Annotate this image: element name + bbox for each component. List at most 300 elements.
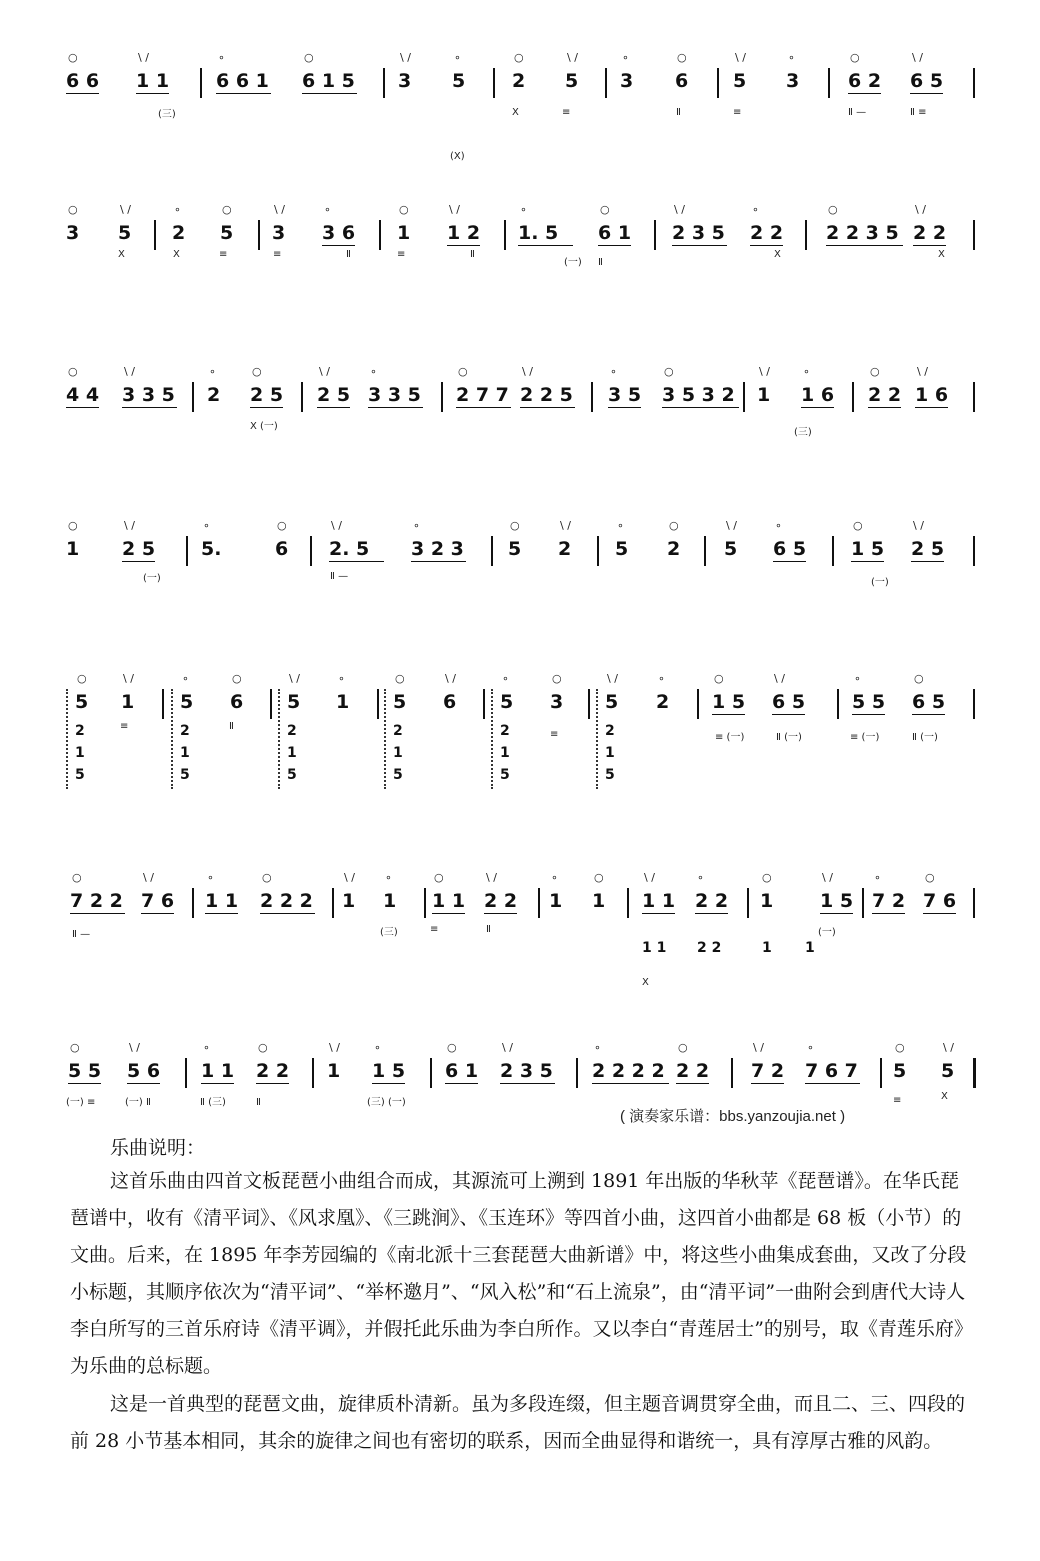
jianpu-note: 6 5 <box>910 70 944 92</box>
duration-underline <box>772 714 805 715</box>
chord-note: 2 <box>393 723 403 739</box>
fingering-mark: \ / <box>644 871 655 884</box>
arpeggio-wave <box>66 689 72 789</box>
barline <box>332 888 334 918</box>
fingering-mark: ∘ <box>803 365 810 378</box>
fingering-mark: ○ <box>72 871 82 884</box>
duration-underline <box>456 407 511 408</box>
fingering-mark: ○ <box>914 672 924 685</box>
fingering-mark: ○ <box>850 51 860 64</box>
duration-underline <box>750 245 783 246</box>
arpeggio-wave <box>596 689 602 789</box>
string-mark: ≡ (一) <box>850 732 880 743</box>
duration-underline <box>608 407 641 408</box>
fingering-mark: \ / <box>822 871 833 884</box>
duration-underline <box>432 913 465 914</box>
jianpu-note: 6 5 <box>773 538 807 560</box>
duration-underline <box>676 1083 709 1084</box>
fingering-mark: ○ <box>594 871 604 884</box>
string-mark: Ⅱ <box>676 107 681 118</box>
barline <box>880 1058 882 1088</box>
fingering-mark: ∘ <box>594 1041 601 1054</box>
barline <box>154 220 156 250</box>
duration-underline <box>447 245 480 246</box>
duration-underline <box>322 245 355 246</box>
fingering-mark: \ / <box>319 365 330 378</box>
barline <box>597 536 599 566</box>
jianpu-note: 2 2 2 2 <box>592 1060 665 1082</box>
string-mark: ≡ <box>120 721 129 732</box>
duration-underline <box>911 561 944 562</box>
duration-underline <box>598 245 631 246</box>
fingering-mark: \ / <box>774 672 785 685</box>
duration-underline <box>205 913 238 914</box>
fingering-mark: ∘ <box>622 51 629 64</box>
barline <box>862 888 864 918</box>
string-mark: ≡ <box>550 729 559 740</box>
fingering-mark: ○ <box>925 871 935 884</box>
source-credit: ( 演奏家乐谱：bbs.yanzoujia.net ) <box>620 1108 846 1125</box>
fingering-mark: ∘ <box>182 672 189 685</box>
chord-note: 5 <box>287 767 297 783</box>
duration-underline <box>852 714 885 715</box>
duration-underline <box>672 245 727 246</box>
fingering-mark: ○ <box>895 1041 905 1054</box>
duration-underline <box>872 913 905 914</box>
fingering-mark: ∘ <box>752 203 759 216</box>
duration-underline <box>848 93 881 94</box>
barline <box>717 68 719 98</box>
chord-note: 1 <box>500 745 510 761</box>
duration-underline <box>923 913 956 914</box>
chord-note: 2 <box>605 723 615 739</box>
jianpu-note: 3 <box>550 691 564 713</box>
barline <box>377 689 379 719</box>
duration-underline <box>122 407 177 408</box>
arpeggio-wave <box>384 689 390 789</box>
jianpu-note: 6 2 <box>848 70 882 92</box>
fingering-mark: ∘ <box>370 365 377 378</box>
string-mark: (一) <box>143 573 161 584</box>
chord-note: 2 <box>500 723 510 739</box>
fingering-mark: ○ <box>853 519 863 532</box>
fingering-mark: ∘ <box>209 365 216 378</box>
jianpu-note: 2. 5 <box>329 538 370 560</box>
duration-underline <box>216 93 271 94</box>
jianpu-note: 3 <box>620 70 634 92</box>
fingering-mark: ○ <box>762 871 772 884</box>
jianpu-note: 5 <box>615 538 629 560</box>
string-mark: X <box>118 249 125 260</box>
jianpu-note: 2 2 <box>256 1060 290 1082</box>
jianpu-note: 2 7 7 <box>456 384 509 406</box>
jianpu-note: 1 <box>342 890 356 912</box>
jianpu-note: 7 2 <box>872 890 906 912</box>
duration-underline <box>141 913 174 914</box>
string-mark: Ⅱ — <box>330 571 349 582</box>
string-mark: (一) <box>871 577 889 588</box>
fingering-mark: ○ <box>70 1041 80 1054</box>
jianpu-note: 2 <box>172 222 186 244</box>
jianpu-note: 2 3 5 <box>500 1060 553 1082</box>
jianpu-note: 1 <box>383 890 397 912</box>
duration-underline <box>484 913 517 914</box>
fingering-mark: ○ <box>669 519 679 532</box>
string-mark: (一) ≡ <box>66 1097 96 1108</box>
lower-note: 1 <box>762 940 772 956</box>
jianpu-note: 6 <box>443 691 457 713</box>
barline <box>828 68 830 98</box>
fingering-mark: ○ <box>77 672 87 685</box>
jianpu-note: 3 5 3 2 <box>662 384 735 406</box>
string-mark: Ⅱ <box>486 924 491 935</box>
fingering-mark: ∘ <box>520 203 527 216</box>
string-mark: Ⅱ <box>346 249 351 260</box>
duration-underline <box>662 407 739 408</box>
fingering-mark: \ / <box>331 519 342 532</box>
jianpu-note: 1 6 <box>915 384 949 406</box>
fingering-mark: ∘ <box>788 51 795 64</box>
barline <box>301 382 303 412</box>
jianpu-note: 5 <box>724 538 738 560</box>
chord-note: 5 <box>393 767 403 783</box>
duration-underline <box>592 1083 669 1084</box>
jianpu-note: 5 5 <box>852 691 886 713</box>
duration-underline <box>751 1083 784 1084</box>
explanation-heading: 乐曲说明： <box>110 1137 206 1159</box>
barline <box>576 1058 578 1088</box>
barline <box>310 536 312 566</box>
barline <box>504 220 506 250</box>
string-mark: Ⅱ ≡ <box>910 107 927 118</box>
jianpu-note: 1 <box>397 222 411 244</box>
duration-underline <box>913 245 946 246</box>
duration-underline <box>851 561 884 562</box>
string-mark: X (一) <box>250 421 278 432</box>
string-mark: X <box>642 977 649 988</box>
duration-underline <box>260 913 315 914</box>
barline <box>973 68 975 98</box>
jianpu-note: 7 6 7 <box>805 1060 858 1082</box>
jianpu-note: 1 <box>336 691 350 713</box>
fingering-mark: \ / <box>344 871 355 884</box>
jianpu-note: 2 5 <box>911 538 945 560</box>
jianpu-note: 1. 5 <box>518 222 559 244</box>
jianpu-note: 4 4 <box>66 384 100 406</box>
jianpu-note: 1 <box>592 890 606 912</box>
fingering-mark: ○ <box>399 203 409 216</box>
fingering-mark: ∘ <box>385 871 392 884</box>
fingering-mark: ∘ <box>218 51 225 64</box>
duration-underline <box>368 407 423 408</box>
fingering-mark: ○ <box>68 51 78 64</box>
duration-underline <box>66 407 99 408</box>
jianpu-note: 7 2 <box>751 1060 785 1082</box>
fingering-mark: ○ <box>304 51 314 64</box>
jianpu-note: 2 <box>656 691 670 713</box>
fingering-mark: ∘ <box>174 203 181 216</box>
fingering-mark: ○ <box>252 365 262 378</box>
jianpu-note: 5 <box>941 1060 955 1082</box>
arpeggio-wave <box>278 689 284 789</box>
duration-underline <box>250 407 283 408</box>
chord-note: 5 <box>180 767 190 783</box>
fingering-mark: ○ <box>677 51 687 64</box>
duration-underline <box>805 1083 860 1084</box>
string-mark: Ⅱ — <box>72 929 91 940</box>
jianpu-note: 5 <box>75 691 89 713</box>
chord-note: 5 <box>75 767 85 783</box>
barline <box>747 888 749 918</box>
jianpu-note: 1 5 <box>712 691 746 713</box>
chord-note: 1 <box>287 745 297 761</box>
jianpu-note: 3 2 3 <box>411 538 464 560</box>
jianpu-note: 2 2 <box>695 890 729 912</box>
jianpu-note: 1 <box>760 890 774 912</box>
fingering-mark: \ / <box>124 519 135 532</box>
barline <box>591 382 593 412</box>
jianpu-note: 2 5 <box>250 384 284 406</box>
fingering-mark: ∘ <box>551 871 558 884</box>
jianpu-note: 1 <box>327 1060 341 1082</box>
jianpu-note: 5 <box>893 1060 907 1082</box>
jianpu-note: 1 5 <box>820 890 854 912</box>
jianpu-note: 7 6 <box>923 890 957 912</box>
jianpu-note: 1 <box>121 691 135 713</box>
jianpu-note: 2 <box>512 70 526 92</box>
string-mark: ≡ <box>430 924 439 935</box>
barline <box>731 1058 733 1088</box>
fingering-mark: ∘ <box>374 1041 381 1054</box>
fingering-mark: ∘ <box>324 203 331 216</box>
fingering-mark: \ / <box>753 1041 764 1054</box>
duration-underline <box>912 714 945 715</box>
fingering-mark: \ / <box>400 51 411 64</box>
fingering-mark: ∘ <box>413 519 420 532</box>
duration-underline <box>518 245 573 246</box>
jianpu-note: 6 1 <box>598 222 632 244</box>
jianpu-note: 7 2 2 <box>70 890 123 912</box>
jianpu-note: 3 3 5 <box>122 384 175 406</box>
barline <box>654 220 656 250</box>
fingering-mark: \ / <box>913 519 924 532</box>
barline <box>973 220 975 250</box>
duration-underline <box>411 561 466 562</box>
string-mark: ≡ <box>733 107 742 118</box>
barline <box>430 1058 432 1088</box>
barline <box>837 689 839 719</box>
string-mark: ≡ <box>273 249 282 260</box>
lower-note: 1 1 <box>642 940 667 956</box>
fingering-mark: \ / <box>912 51 923 64</box>
duration-underline <box>122 561 155 562</box>
fingering-mark: ∘ <box>610 365 617 378</box>
barline <box>483 689 485 719</box>
duration-underline <box>201 1083 234 1084</box>
jianpu-note: 6 6 <box>66 70 100 92</box>
fingering-mark: \ / <box>915 203 926 216</box>
barline <box>192 888 194 918</box>
fingering-mark: ○ <box>458 365 468 378</box>
fingering-mark: ∘ <box>502 672 509 685</box>
jianpu-note: 1 2 <box>447 222 481 244</box>
jianpu-note: 2 2 5 <box>520 384 573 406</box>
barline <box>441 382 443 412</box>
barline <box>186 536 188 566</box>
duration-underline <box>317 407 350 408</box>
jianpu-note: 5. <box>201 538 222 560</box>
duration-underline <box>68 1083 101 1084</box>
barline <box>185 1058 187 1088</box>
fingering-mark: ∘ <box>617 519 624 532</box>
fingering-mark: ○ <box>870 365 880 378</box>
barline <box>973 689 975 719</box>
jianpu-note: 2 5 <box>122 538 156 560</box>
chord-note: 2 <box>287 723 297 739</box>
duration-underline <box>70 913 125 914</box>
explanation-paragraph-1: 这首乐曲由四首文板琵琶小曲组合而成，其源流可上溯到 1891 年出版的华秋苹《琵琶谱》。在华氏琵琶谱中，收有《清平词》、《风求凰》、《三跳涧》、《玉连环》等四首小曲，这四首小曲都是 68 板（小节）的文曲。后来，在 1895 年李芳园编的《南北派十三套琵琶大曲新谱》中，将这些小曲集成套曲，又改了分段小标题，其顺序依次为“清平词”、“举杯邀月”、“风入松”和“石上流泉”，由“清平词”一曲附会到唐代大诗人李白所写的三首乐府诗《清平调》，并假托此乐曲为李白所作。又以李白“青莲居士”的别号，取《青莲乐府》为乐曲的总标题。 <box>70 1170 973 1377</box>
fingering-mark: \ / <box>289 672 300 685</box>
jianpu-note: 2 <box>558 538 572 560</box>
jianpu-note: 2 2 <box>484 890 518 912</box>
string-mark: Ⅱ (一) <box>912 732 938 743</box>
duration-underline <box>773 561 806 562</box>
string-mark: ≡ <box>893 1095 902 1106</box>
jianpu-note: 6 1 <box>445 1060 479 1082</box>
chord-note: 5 <box>605 767 615 783</box>
jianpu-note: 1 1 <box>136 70 170 92</box>
fingering-mark: ○ <box>552 672 562 685</box>
barline <box>973 888 975 918</box>
jianpu-note: 1 1 <box>201 1060 235 1082</box>
jianpu-note: 2 2 <box>750 222 784 244</box>
fingering-mark: \ / <box>123 672 134 685</box>
fingering-mark: ○ <box>664 365 674 378</box>
jianpu-note: 5 <box>287 691 301 713</box>
fingering-mark: \ / <box>726 519 737 532</box>
fingering-mark: ○ <box>277 519 287 532</box>
string-mark: Ⅱ <box>229 721 234 732</box>
jianpu-note: 3 <box>272 222 286 244</box>
string-mark: X <box>774 249 781 260</box>
string-mark: Ⅱ <box>256 1097 261 1108</box>
jianpu-note: 5 <box>565 70 579 92</box>
explanation-paragraph-2: 这是一首典型的琵琶文曲，旋律质朴清新。虽为多段连缀，但主题音调贯穿全曲，而且二、三、四段的前 28 小节基本相同，其余的旋律之间也有密切的联系，因而全曲显得和谐统一，具有淳厚古雅的风韵。 <box>70 1393 966 1452</box>
chord-note: 2 <box>180 723 190 739</box>
string-mark: (一) Ⅱ <box>125 1097 151 1108</box>
string-mark: Ⅱ — <box>848 107 867 118</box>
jianpu-note: 6 5 <box>772 691 806 713</box>
fingering-mark: ○ <box>714 672 724 685</box>
fingering-mark: \ / <box>274 203 285 216</box>
string-mark: Ⅱ (一) <box>776 732 802 743</box>
jianpu-note: 3 <box>786 70 800 92</box>
duration-underline <box>127 1083 160 1084</box>
duration-underline <box>500 1083 555 1084</box>
jianpu-note: 2 2 2 <box>260 890 313 912</box>
fingering-mark: ○ <box>434 871 444 884</box>
jianpu-note: 3 <box>66 222 80 244</box>
jianpu-note: 3 5 <box>608 384 642 406</box>
jianpu-note: 6 1 5 <box>302 70 355 92</box>
chord-note: 1 <box>393 745 403 761</box>
jianpu-note: 5 <box>180 691 194 713</box>
duration-underline <box>910 93 943 94</box>
fingering-mark: \ / <box>124 365 135 378</box>
duration-underline <box>66 93 99 94</box>
jianpu-note: 3 6 <box>322 222 356 244</box>
duration-underline <box>520 407 575 408</box>
fingering-mark: \ / <box>449 203 460 216</box>
barline <box>270 689 272 719</box>
barline <box>200 68 202 98</box>
fingering-mark: ○ <box>232 672 242 685</box>
fingering-mark: ○ <box>678 1041 688 1054</box>
barline <box>258 220 260 250</box>
chord-note: 5 <box>500 767 510 783</box>
jianpu-note: 5 <box>393 691 407 713</box>
jianpu-note: 6 <box>275 538 289 560</box>
barline <box>538 888 540 918</box>
fingering-mark: ∘ <box>658 672 665 685</box>
fingering-mark: \ / <box>445 672 456 685</box>
jianpu-note: 3 3 5 <box>368 384 421 406</box>
jianpu-note: 1 5 <box>851 538 885 560</box>
string-mark: (三) <box>794 427 812 438</box>
fingering-mark: \ / <box>735 51 746 64</box>
jianpu-note: 5 <box>605 691 619 713</box>
barline <box>973 1058 976 1088</box>
barline <box>697 689 699 719</box>
duration-underline <box>329 561 384 562</box>
jianpu-note: 1 <box>549 890 563 912</box>
fingering-mark: ○ <box>68 203 78 216</box>
fingering-mark: \ / <box>129 1041 140 1054</box>
fingering-mark: ∘ <box>454 51 461 64</box>
jianpu-note: 1 <box>66 538 80 560</box>
jianpu-note: 6 <box>230 691 244 713</box>
duration-underline <box>445 1083 478 1084</box>
fingering-mark: \ / <box>607 672 618 685</box>
fingering-mark: ∘ <box>775 519 782 532</box>
barline <box>491 536 493 566</box>
fingering-mark: \ / <box>522 365 533 378</box>
duration-underline <box>826 245 903 246</box>
duration-underline <box>256 1083 289 1084</box>
jianpu-note: 2 <box>207 384 221 406</box>
fingering-mark: ○ <box>395 672 405 685</box>
fingering-mark: ∘ <box>207 871 214 884</box>
barline <box>162 689 164 719</box>
duration-underline <box>302 93 357 94</box>
string-mark: (X) <box>450 151 465 162</box>
fingering-mark: ○ <box>514 51 524 64</box>
fingering-mark: ○ <box>600 203 610 216</box>
barline <box>805 220 807 250</box>
jianpu-note: 2 2 3 5 <box>826 222 899 244</box>
string-mark: (一) <box>564 257 582 268</box>
chord-note: 1 <box>605 745 615 761</box>
jianpu-note: 5 <box>220 222 234 244</box>
barline <box>383 68 385 98</box>
jianpu-note: 5 <box>452 70 466 92</box>
fingering-mark: ○ <box>828 203 838 216</box>
arpeggio-wave <box>491 689 497 789</box>
jianpu-note: 7 6 <box>141 890 175 912</box>
barline <box>588 689 590 719</box>
fingering-mark: ∘ <box>854 672 861 685</box>
duration-underline <box>712 714 745 715</box>
